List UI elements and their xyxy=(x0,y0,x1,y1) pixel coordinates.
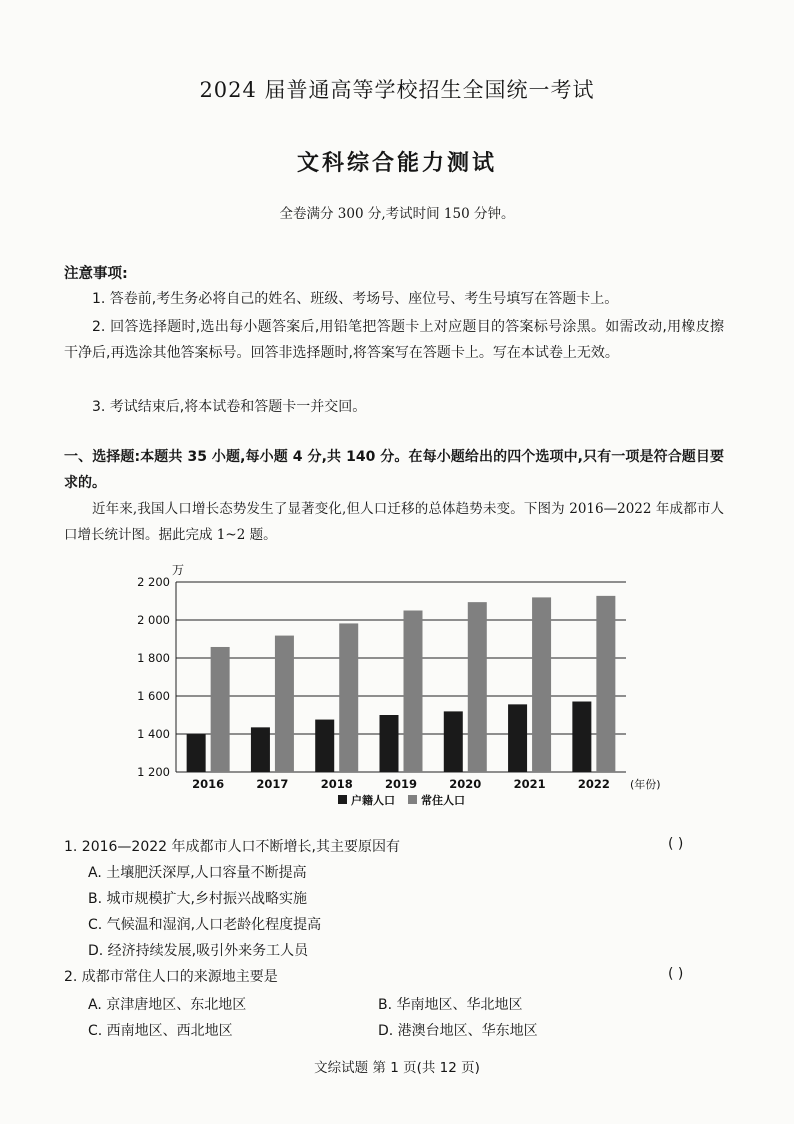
question-2-option-b: B. 华南地区、华北地区 xyxy=(378,997,523,1013)
bar-changzhu xyxy=(275,636,294,772)
bar-changzhu xyxy=(211,647,230,772)
question-1-option-b: B. 城市规模扩大,乡村振兴战略实施 xyxy=(88,891,307,907)
notice-item-1: 1. 答卷前,考生务必将自己的姓名、班级、考场号、座位号、考生号填写在答题卡上。 xyxy=(92,291,619,307)
y-tick-label: 1 200 xyxy=(137,765,170,779)
question-2-option-a: A. 京津唐地区、东北地区 xyxy=(88,997,247,1013)
question-1-answer-paren: ( ) xyxy=(668,836,684,852)
score-info: 全卷满分 300 分,考试时间 150 分钟。 xyxy=(279,206,515,222)
bar-huji xyxy=(315,720,334,772)
y-unit-label: 万 xyxy=(172,563,185,577)
notice-heading: 注意事项: xyxy=(64,266,128,282)
question-1-option-a: A. 土壤肥沃深厚,人口容量不断提高 xyxy=(88,865,307,881)
y-tick-label: 2 200 xyxy=(137,575,170,589)
bar-huji xyxy=(572,702,591,772)
x-tick-label: 2017 xyxy=(256,777,289,791)
bar-huji xyxy=(508,704,527,772)
legend-label: 常住人口 xyxy=(421,794,465,807)
question-intro: 近年来,我国人口增长态势发生了显著变化,但人口迁移的总体趋势未变。下图为 2016—2022 年成都市人口增长统计图。据此完成 1~2 题。 xyxy=(64,501,724,543)
bar-huji xyxy=(187,734,206,772)
x-tick-label: 2016 xyxy=(192,777,225,791)
bar-changzhu xyxy=(532,597,551,772)
section-heading: 一、选择题:本题共 35 小题,每小题 4 分,共 140 分。在每小题给出的四个选项中,只有一项是符合题目要求的。 xyxy=(64,449,724,491)
exam-title: 2024 届普通高等学校招生全国统一考试 xyxy=(199,78,595,102)
subject-title: 文科综合能力测试 xyxy=(296,151,497,176)
bar-changzhu xyxy=(468,602,487,772)
y-tick-label: 2 000 xyxy=(137,613,170,627)
notice-item-2: 2. 回答选择题时,选出每小题答案后,用铅笔把答题卡上对应题目的答案标号涂黑。如需改动,用橡皮擦干净后,再选涂其他答案标号。回答非选择题时,将答案写在答题卡上。写在本试卷上无效。 xyxy=(64,319,724,361)
x-axis-suffix: (年份) xyxy=(630,778,661,791)
bar-huji xyxy=(380,715,399,772)
y-tick-label: 1 800 xyxy=(137,651,170,665)
legend-label: 户籍人口 xyxy=(351,794,395,807)
population-chart xyxy=(118,560,698,820)
y-tick-label: 1 400 xyxy=(137,727,170,741)
x-tick-label: 2022 xyxy=(577,777,610,791)
notice-item-3: 3. 考试结束后,将本试卷和答题卡一并交回。 xyxy=(92,399,367,415)
x-tick-label: 2018 xyxy=(320,777,353,791)
x-tick-label: 2019 xyxy=(384,777,418,791)
question-2-answer-paren: ( ) xyxy=(668,966,684,982)
bar-changzhu xyxy=(339,623,358,772)
question-2-stem: 2. 成都市常住人口的来源地主要是 xyxy=(64,969,278,985)
legend-swatch xyxy=(338,795,347,804)
bar-huji xyxy=(251,727,270,772)
bar-changzhu xyxy=(404,611,423,773)
question-1-option-d: D. 经济持续发展,吸引外来务工人员 xyxy=(88,943,309,959)
x-tick-label: 2020 xyxy=(449,777,482,791)
legend-swatch xyxy=(408,795,417,804)
x-tick-label: 2021 xyxy=(513,777,546,791)
page-footer: 文综试题 第 1 页(共 12 页) xyxy=(314,1060,480,1076)
question-2-option-c: C. 西南地区、西北地区 xyxy=(88,1023,233,1039)
y-tick-label: 1 600 xyxy=(137,689,170,703)
question-2-option-d: D. 港澳台地区、华东地区 xyxy=(378,1023,538,1039)
question-1-stem: 1. 2016—2022 年成都市人口不断增长,其主要原因有 xyxy=(64,839,400,855)
question-1-option-c: C. 气候温和湿润,人口老龄化程度提高 xyxy=(88,917,322,933)
bar-changzhu xyxy=(596,596,615,772)
bar-huji xyxy=(444,711,463,772)
